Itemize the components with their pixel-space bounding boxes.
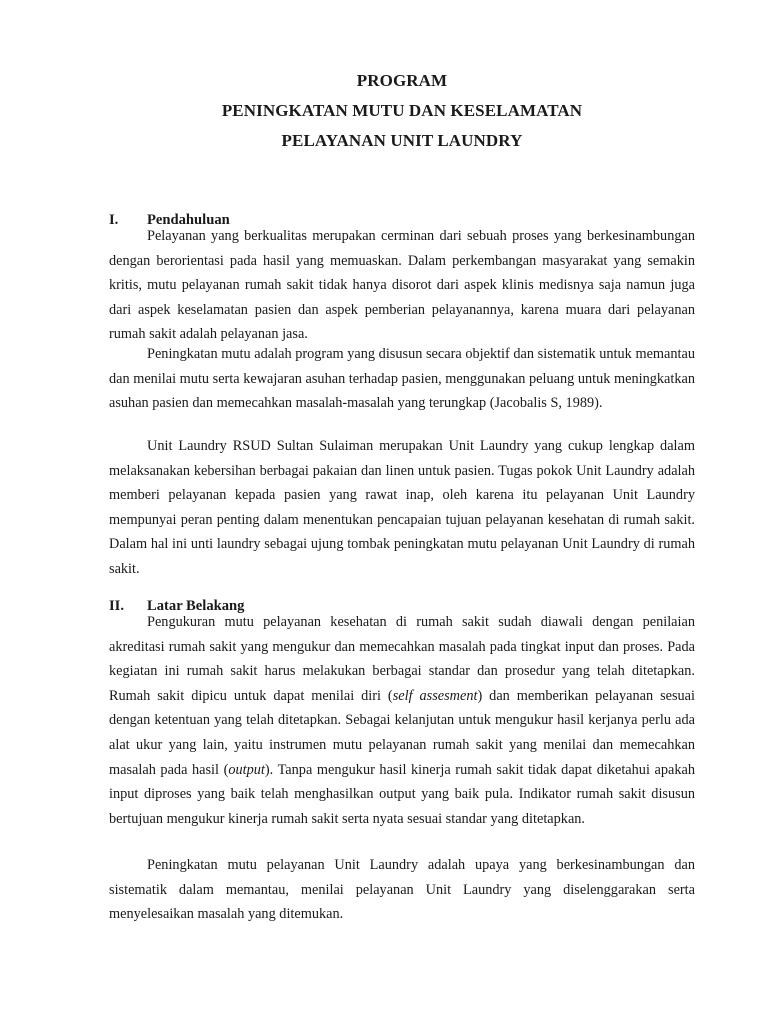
section-1-number: I.	[109, 212, 119, 228]
section-1-paragraph-1: Pelayanan yang berkualitas merupakan cerminan dari sebuah proses yang berkesinambungan dengan berorientasi pada hasil yang memuaskan. Dalam perkembangan masyarakat yang semakin kritis, mutu pelayanan rumah sakit tidak hanya disorot dari aspek klinis medisnya saja namun juga dari aspek keselamatan pasien dan aspek pemberian pelayanannya, karena muara dari pelayanan rumah sakit adalah pelayanan jasa.	[109, 228, 695, 343]
title-line-3: PELAYANAN UNIT LAUNDRY	[281, 131, 523, 150]
section-1-paragraph-2: Peningkatan mutu adalah program yang disusun secara objektif dan sistematik untuk memantau dan menilai mutu serta kewajaran asuhan terhadap pasien, menggunakan peluang untuk meningkatkan asuhan pasien dan memecahkan masalah-masalah yang terungkap (Jacobalis S, 1989).	[109, 346, 695, 412]
section-2-title: Latar Belakang	[147, 598, 245, 614]
section-2-paragraph-1-part-b: ) dan memberikan pelayanan sesuai dengan ketentuan yang telah ditetapkan. Sebagai kelanjutan untuk mengukur hasil kerjanya perlu ada alat ukur yang lain, yaitu instrumen mutu pelayanan rumah sakit yang menilai dan memecahkan masalah pada hasil (	[109, 687, 696, 778]
section-2-paragraph-1-part-a: Pengukuran mutu pelayanan kesehatan di rumah sakit sudah diawali dengan penilaian akreditasi rumah sakit yang mengukur dan memecahkan masalah pada tingkat input dan proses. Pada kegiatan ini rumah sakit harus melakukan berbagai standar dan prosedur yang telah ditetapkan. Rumah sakit dipicu untuk dapat menilai diri (	[109, 614, 695, 704]
output-term: output	[228, 761, 265, 778]
section-2-paragraph-1-part-c: ). Tanpa mengukur hasil kinerja rumah sakit tidak dapat diketahui apakah input diproses yang baik telah menghasilkan output yang baik pula. Indikator rumah sakit disusun bertujuan mengukur kinerja rumah sakit serta nyata sesuai standar yang ditetapkan.	[109, 761, 695, 827]
title-line-2: PENINGKATAN MUTU DAN KESELAMATAN	[221, 101, 583, 120]
section-2-number: II.	[109, 598, 125, 614]
section-2-paragraph-2: Peningkatan mutu pelayanan Unit Laundry adalah upaya yang berkesinambungan dan sistematik dalam memantau, menilai pelayanan Unit Laundry yang diselenggarakan serta menyelesaikan masalah yang ditemukan.	[109, 857, 695, 923]
document-title	[0, 66, 768, 156]
title-line-1: PROGRAM	[356, 71, 448, 90]
section-1-title: Pendahuluan	[147, 212, 230, 228]
self-assesment-term: self assesment	[392, 687, 478, 704]
section-2-paragraph-1	[109, 610, 695, 831]
section-1-paragraph-3: Unit Laundry RSUD Sultan Sulaiman merupakan Unit Laundry yang cukup lengkap dalam melaksanakan kebersihan berbagai pakaian dan linen untuk pasien. Tugas pokok Unit Laundry adalah memberi pelayanan kepada pasien yang rawat inap, oleh karena itu pelayanan Unit Laundry mempunyai peran penting dalam menentukan pencapaian tujuan pelayanan kesehatan di rumah sakit. Dalam hal ini unti laundry sebagai ujung tombak peningkatan mutu pelayanan Unit Laundry di rumah sakit.	[109, 438, 695, 577]
